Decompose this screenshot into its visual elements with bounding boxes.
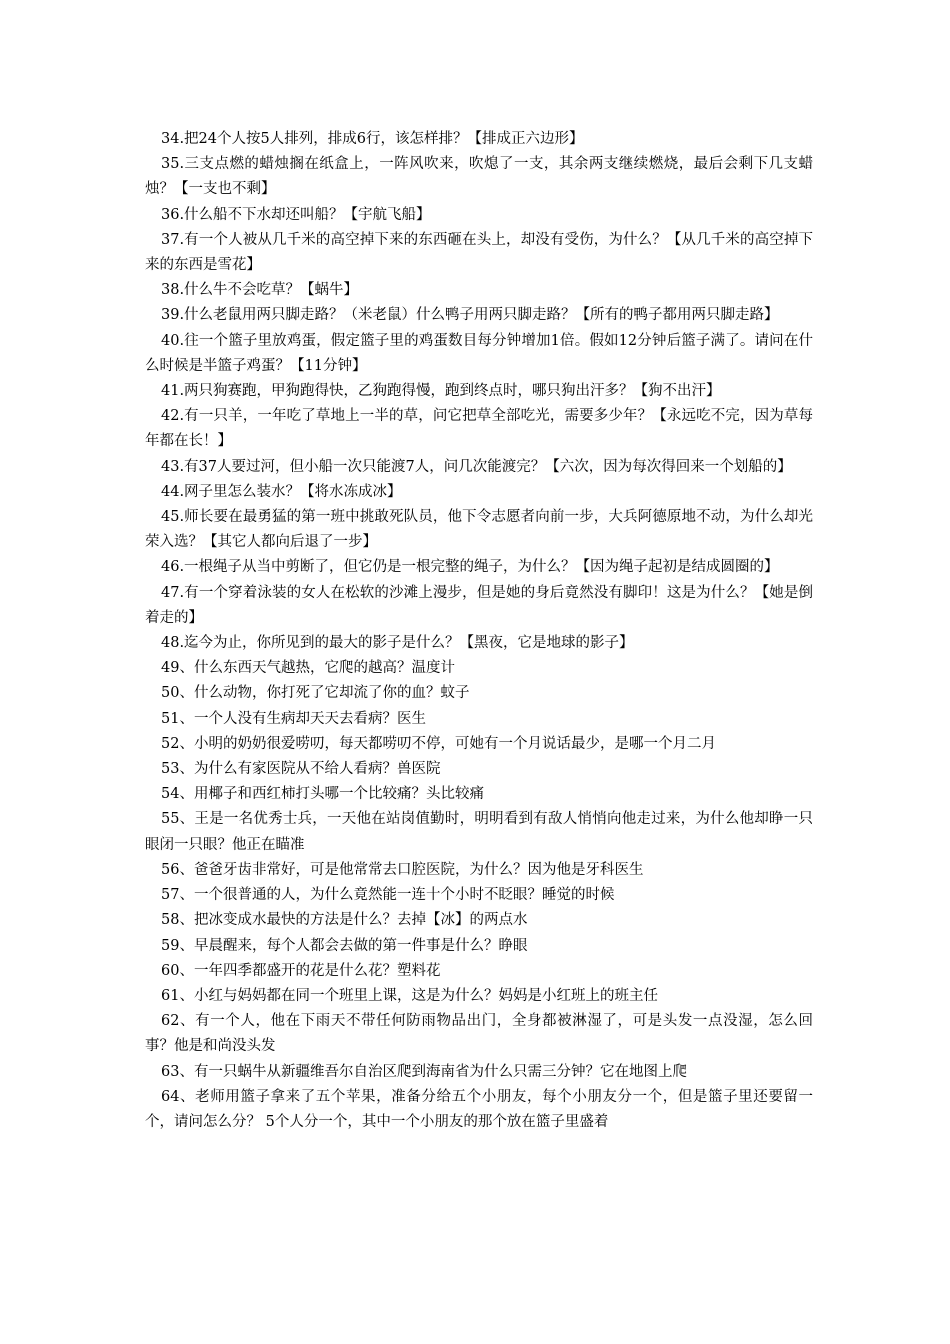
- riddle-paragraph: 63、有一只蜗牛从新疆维吾尔自治区爬到海南省为什么只需三分钟？它在地图上爬: [161, 1063, 687, 1080]
- riddle-paragraph: 60、一年四季都盛开的花是什么花？塑料花: [161, 962, 441, 979]
- riddle-paragraph: 50、什么动物，你打死了它却流了你的血？蚊子: [161, 685, 470, 702]
- riddle-paragraph: 39.什么老鼠用两只脚走路？（米老鼠）什么鸭子用两只脚走路？【所有的鸭子都用两只脚走路】: [161, 307, 779, 324]
- riddle-paragraph: 61、小红与妈妈都在同一个班里上课，这是为什么？妈妈是小红班上的班主任: [161, 987, 658, 1004]
- riddle-paragraph: 51、一个人没有生病却天天去看病？医生: [161, 710, 426, 727]
- riddle-paragraph: 56、爸爸牙齿非常好，可是他常常去口腔医院，为什么？因为他是牙科医生: [161, 861, 644, 878]
- riddle-paragraph: 59、早晨醒来，每个人都会去做的第一件事是什么？睁眼: [161, 937, 528, 954]
- riddle-paragraph: 41.两只狗赛跑，甲狗跑得快，乙狗跑得慢，跑到终点时，哪只狗出汗多？【狗不出汗】: [161, 383, 721, 400]
- riddle-paragraph: 55、王是一名优秀士兵，一天他在站岗值勤时，明明看到有敌人悄悄向他走过来，为什么他却睁一只眼闭一只眼？他正在瞄准: [145, 811, 813, 853]
- riddle-paragraph: 44.网子里怎么装水？【将水冻成冰】: [161, 483, 402, 500]
- document-body: [145, 127, 813, 1135]
- riddle-paragraph: 35.三支点燃的蜡烛搁在纸盒上，一阵风吹来，吹熄了一支，其余两支继续燃烧，最后会剩下几支蜡烛？【一支也不剩】: [145, 156, 813, 198]
- riddle-paragraph: 49、什么东西天气越热，它爬的越高？温度计: [161, 660, 455, 677]
- riddle-paragraph: 36.什么船不下水却还叫船？【宇航飞船】: [161, 206, 431, 223]
- riddle-paragraph: 57、一个很普通的人，为什么竟然能一连十个小时不眨眼？睡觉的时候: [161, 887, 615, 904]
- riddle-paragraph: 40.往一个篮子里放鸡蛋，假定篮子里的鸡蛋数目每分钟增加1倍。假如12分钟后篮子满了。请问在什么时候是半篮子鸡蛋？【11分钟】: [145, 332, 813, 374]
- riddle-paragraph: 48.迄今为止，你所见到的最大的影子是什么？【黑夜，它是地球的影子】: [161, 635, 634, 652]
- riddle-paragraph: 58、把冰变成水最快的方法是什么？去掉【冰】的两点水: [161, 912, 528, 929]
- riddle-paragraph: 46.一根绳子从当中剪断了，但它仍是一根完整的绳子，为什么？【因为绳子起初是结成圆圈的】: [161, 559, 779, 576]
- riddle-paragraph: 37.有一个人被从几千米的高空掉下来的东西砸在头上，却没有受伤，为什么？【从几千米的高空掉下来的东西是雪花】: [145, 231, 813, 274]
- riddle-paragraph: 42.有一只羊，一年吃了草地上一半的草，问它把草全部吃光，需要多少年？【永远吃不完，因为草每年都在长！】: [145, 408, 813, 450]
- riddle-paragraph: 64、老师用篮子拿来了五个苹果，准备分给五个小朋友，每个小朋友分一个，但是篮子里还要留一个，请问怎么分？ 5个人分一个，其中一个小朋友的那个放在篮子里盛着: [145, 1088, 813, 1130]
- riddle-paragraph: 52、小明的奶奶很爱唠叨，每天都唠叨不停，可她有一个月说话最少，是哪一个月二月: [161, 735, 716, 752]
- riddle-paragraph: 62、有一个人，他在下雨天不带任何防雨物品出门，全身都被淋湿了，可是头发一点没湿，怎么回事？他是和尚没头发: [145, 1013, 813, 1055]
- riddle-paragraph: 38.什么牛不会吃草？【蜗牛】: [161, 282, 359, 299]
- riddle-paragraph: 54、用椰子和西红柿打头哪一个比较痛？头比较痛: [161, 786, 484, 803]
- riddle-paragraph: 45.师长要在最勇猛的第一班中挑敢死队员，他下令志愿者向前一步，大兵阿德原地不动，为什么却光荣入选？【其它人都向后退了一步】: [145, 509, 813, 551]
- riddle-paragraph: 43.有37人要过河，但小船一次只能渡7人，问几次能渡完？【六次，因为每次得回来一个划船的】: [161, 458, 792, 475]
- riddle-paragraph: 47.有一个穿着泳装的女人在松软的沙滩上漫步，但是她的身后竟然没有脚印！这是为什么？【她是倒着走的】: [145, 584, 813, 626]
- riddle-paragraph: 53、为什么有家医院从不给人看病？兽医院: [161, 761, 441, 778]
- riddle-paragraph: 34.把24个人按5人排列，排成6行，该怎样排？【排成正六边形】: [161, 131, 584, 147]
